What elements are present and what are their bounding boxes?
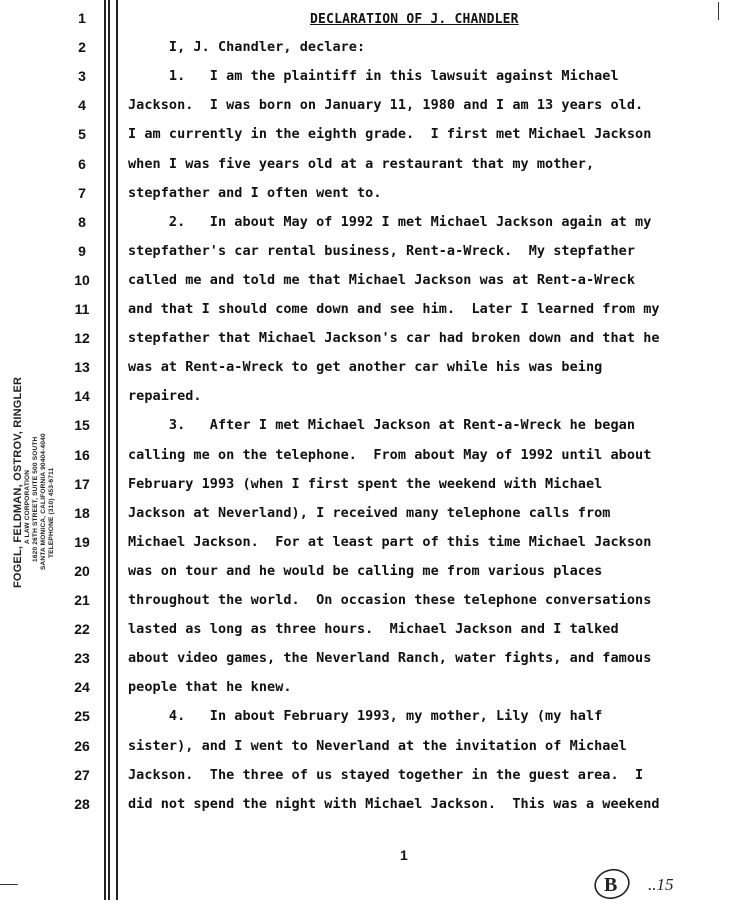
declaration-line: 4. In about February 1993, my mother, Lily (my half [128, 708, 603, 725]
declaration-line: and that I should come down and see him. Later I learned from my [128, 301, 660, 317]
firm-sidebar [12, 377, 56, 588]
declaration-line: Jackson at Neverland), I received many telephone calls from [128, 504, 611, 521]
firm-phone: TELEPHONE (310) 453-6711 [48, 467, 55, 558]
line-number: 8 [78, 213, 86, 230]
declaration-line: 2. In about May of 1992 I met Michael Jackson again at my [128, 213, 652, 230]
firm-city: SANTA MONICA, CALIFORNIA 90404-4040 [40, 433, 47, 570]
declaration-line: when I was five years old at a restaurant that my mother, [128, 155, 595, 172]
margin-rule [108, 0, 110, 900]
right-margin-tick [718, 2, 719, 20]
declaration-line: sister), and I went to Neverland at the invitation of Michael [128, 737, 627, 754]
line-number: 23 [74, 650, 90, 667]
line-number: 3 [78, 68, 86, 85]
declaration-line: Jackson. The three of us stayed together in the guest area. I [128, 766, 644, 783]
line-number: 6 [78, 155, 86, 172]
line-number: 14 [74, 388, 90, 405]
line-number: 10 [74, 271, 90, 288]
declaration-line: repaired. [128, 388, 202, 405]
line-number: 9 [78, 242, 86, 259]
line-number: 17 [74, 475, 90, 492]
firm-street: 1620 26TH STREET, SUITE 500 SOUTH [32, 436, 39, 562]
line-number: 26 [74, 737, 90, 754]
line-number: 19 [74, 533, 90, 550]
line-number: 11 [74, 301, 90, 317]
line-number: 24 [74, 679, 90, 696]
line-number: 5 [78, 126, 86, 143]
firm-corporation: A LAW CORPORATION [24, 469, 31, 544]
exhibit-stamp-graphic [590, 862, 720, 900]
declaration-line: February 1993 (when I first spent the weekend with Michael [128, 475, 603, 492]
declaration-line: stepfather and I often went to. [128, 184, 382, 201]
line-number: 7 [78, 184, 86, 201]
line-number: 18 [74, 504, 90, 521]
line-number: 2 [78, 39, 86, 56]
declaration-line: about video games, the Neverland Ranch, water fights, and famous [128, 650, 652, 667]
line-number: 22 [74, 621, 90, 638]
declaration-line: I am currently in the eighth grade. I first met Michael Jackson [128, 126, 652, 143]
exhibit-number: ..15 [648, 875, 674, 894]
firm-name: FOGEL, FELDMAN, OSTROV, RINGLER [12, 376, 24, 588]
line-number: 28 [74, 795, 90, 812]
declaration-line: throughout the world. On occasion these telephone conversations [128, 592, 652, 608]
declaration-line: Michael Jackson. For at least part of this time Michael Jackson [128, 533, 652, 550]
declaration-line: 1. I am the plaintiff in this lawsuit against Michael [128, 68, 619, 85]
declaration-line: stepfather that Michael Jackson's car had broken down and that he [128, 330, 660, 347]
line-number: 27 [74, 766, 90, 783]
declaration-line: people that he knew. [128, 679, 292, 696]
declaration-line: calling me on the telephone. From about May of 1992 until about [128, 446, 652, 463]
line-number: 20 [74, 562, 90, 579]
line-number: 25 [74, 708, 90, 725]
circled-letter: B [604, 874, 618, 896]
margin-rule [116, 0, 118, 900]
declaration-line: stepfather's car rental business, Rent-a-Wreck. My stepfather [128, 242, 636, 259]
page-number: 1 [400, 847, 408, 863]
line-number: 21 [74, 592, 90, 608]
line-number: 1 [78, 10, 86, 26]
declaration-line: was on tour and he would be calling me from various places [128, 562, 603, 579]
declaration-line: was at Rent-a-Wreck to get another car while his was being [128, 359, 603, 376]
line-number: 12 [74, 330, 90, 347]
line-number: 16 [74, 446, 90, 463]
declaration-line: 3. After I met Michael Jackson at Rent-a-Wreck he began [128, 417, 636, 434]
declaration-line: Jackson. I was born on January 11, 1980 and I am 13 years old. [128, 97, 644, 114]
declaration-line: called me and told me that Michael Jackson was at Rent-a-Wreck [128, 271, 636, 288]
declaration-line: lasted as long as three hours. Michael Jackson and I talked [128, 621, 619, 638]
line-number: 13 [74, 359, 90, 376]
margin-mark [0, 884, 18, 885]
line-number: 15 [74, 417, 90, 434]
margin-rule [104, 0, 106, 900]
document-title: DECLARATION OF J. CHANDLER [310, 12, 519, 27]
declaration-line: I, J. Chandler, declare: [128, 39, 366, 56]
exhibit-stamp [590, 862, 720, 900]
declaration-line: did not spend the night with Michael Jackson. This was a weekend [128, 795, 660, 812]
line-number: 4 [78, 97, 86, 114]
